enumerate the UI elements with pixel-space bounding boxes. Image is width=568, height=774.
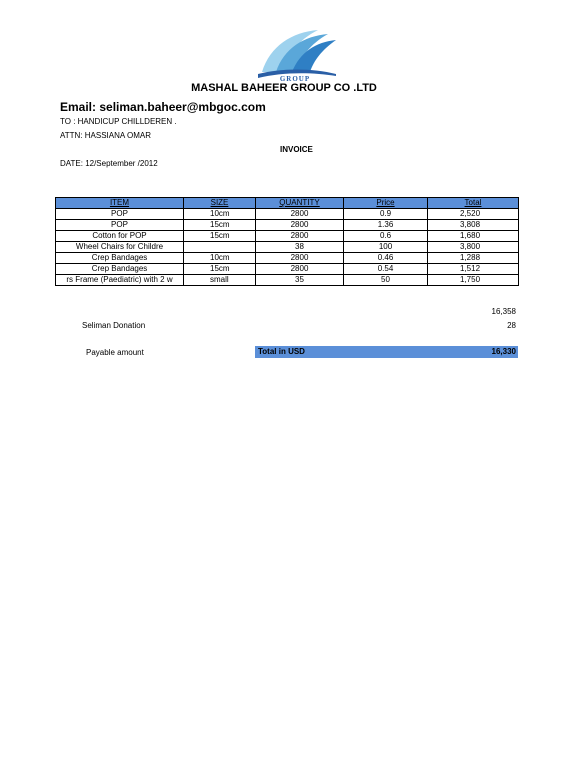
column-header-item: ITEM [56,198,184,209]
donation-label: Seliman Donation [82,321,146,330]
attention-line: ATTN: HASSIANA OMAR [60,131,151,140]
price-cell: 100 [344,242,428,253]
donation-value: 28 [507,321,516,330]
total-cell: 1,750 [428,275,519,286]
item-cell: Wheel Chairs for Childre [56,242,184,253]
price-cell: 0.9 [344,209,428,220]
table-header-row [56,198,519,209]
size-cell: 10cm [184,253,256,264]
quantity-cell: 2800 [256,209,344,220]
table-row [56,231,519,242]
table-row [56,275,519,286]
subtotal-value: 16,358 [491,307,516,316]
quantity-cell: 2800 [256,220,344,231]
size-cell [184,242,256,253]
company-logo [252,28,338,82]
item-cell: Crep Bandages [56,264,184,275]
total-cell: 2,520 [428,209,519,220]
invoice-title: INVOICE [280,145,313,154]
column-header-size: SIZE [184,198,256,209]
invoice-table [55,197,519,286]
total-cell: 1,512 [428,264,519,275]
quantity-cell: 38 [256,242,344,253]
size-cell: 10cm [184,209,256,220]
quantity-cell: 2800 [256,231,344,242]
total-usd-bar [255,346,518,358]
company-name: MASHAL BAHEER GROUP CO .LTD [191,82,377,94]
table-row [56,253,519,264]
item-cell: Crep Bandages [56,253,184,264]
column-header-quantity: QUANTITY [256,198,344,209]
recipient-line: TO : HANDICUP CHILLDEREN . [60,117,177,126]
table-row [56,220,519,231]
total-cell: 3,800 [428,242,519,253]
item-cell: Cotton for POP [56,231,184,242]
logo-text: GROUP [279,75,311,82]
price-cell: 1.36 [344,220,428,231]
quantity-cell: 2800 [256,264,344,275]
total-usd-label: Total in USD [258,347,305,356]
item-cell: POP [56,209,184,220]
quantity-cell: 2800 [256,253,344,264]
item-cell: rs Frame (Paediatric) with 2 w [56,275,184,286]
price-cell: 0.6 [344,231,428,242]
total-cell: 1,288 [428,253,519,264]
size-cell: 15cm [184,220,256,231]
total-usd-value: 16,330 [491,347,516,356]
total-cell: 3,808 [428,220,519,231]
column-header-total: Total [428,198,519,209]
table-row [56,242,519,253]
table-row [56,209,519,220]
price-cell: 0.46 [344,253,428,264]
table-row [56,264,519,275]
price-cell: 0.54 [344,264,428,275]
item-cell: POP [56,220,184,231]
column-header-price: Price [344,198,428,209]
size-cell: 15cm [184,231,256,242]
email-line: Email: seliman.baheer@mbgoc.com [60,100,266,114]
total-cell: 1,680 [428,231,519,242]
invoice-date: DATE: 12/September /2012 [60,159,158,168]
payable-label: Payable amount [86,348,144,357]
size-cell: small [184,275,256,286]
size-cell: 15cm [184,264,256,275]
sail-logo-icon [252,28,338,82]
quantity-cell: 35 [256,275,344,286]
price-cell: 50 [344,275,428,286]
